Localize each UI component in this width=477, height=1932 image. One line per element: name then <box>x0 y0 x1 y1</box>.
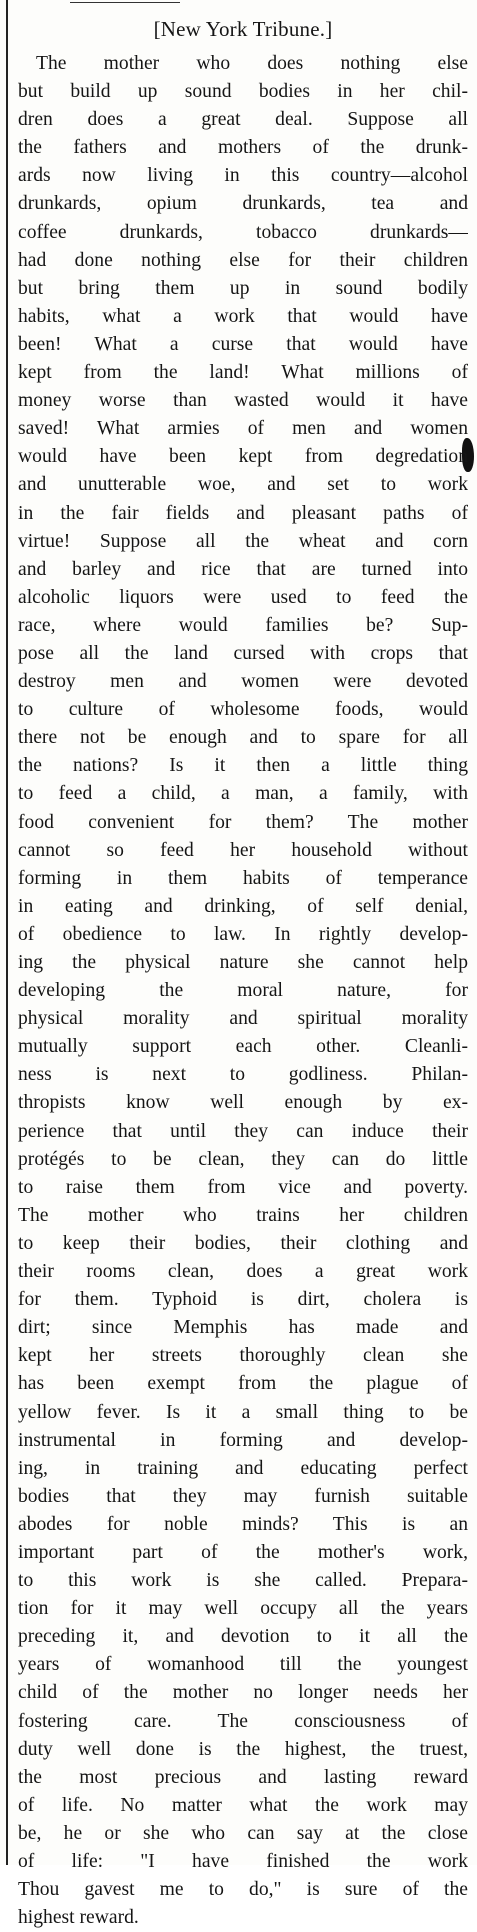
article-line: The mother who trains her children <box>18 1204 468 1226</box>
article-line: yellow fever. Is it a small thing to be <box>18 1401 468 1423</box>
article-line: the fathers and mothers of the drunk- <box>18 137 468 159</box>
article-line: and barley and rice that are turned into <box>18 558 468 580</box>
article-line: food convenient for them? The mother <box>18 811 468 833</box>
article-line: kept from the land! What millions of <box>18 362 468 384</box>
source-credit: [New York Tribune.] <box>153 17 333 41</box>
article-line: cannot so feed her household without <box>18 839 468 861</box>
article-line: Thou gavest me to do," is sure of the <box>18 1879 468 1901</box>
article-line: physical morality and spiritual morality <box>18 1008 468 1030</box>
article-line: habits, what a work that would have <box>18 305 468 327</box>
article-line: but bring them up in sound bodily <box>18 277 468 299</box>
article-line: preceding it, and devotion to it all the <box>18 1626 468 1648</box>
article-line: of life. No matter what the work may <box>18 1794 468 1816</box>
article-line: instrumental in forming and develop- <box>18 1429 468 1451</box>
article-line: the most precious and lasting reward <box>18 1766 468 1788</box>
article-line: to this work is she called. Prepara- <box>18 1570 468 1592</box>
article-line: to raise them from vice and poverty. <box>18 1176 468 1198</box>
article-line: ing, in training and educating perfect <box>18 1457 468 1479</box>
article-line: important part of the mother's work, <box>18 1541 468 1563</box>
article-line: highest reward. <box>18 1907 139 1929</box>
article-line: forming in them habits of temperance <box>18 867 468 889</box>
article-line: years of womanhood till the youngest <box>18 1654 468 1676</box>
article-line: but build up sound bodies in her chil- <box>18 81 468 103</box>
article-line: in eating and drinking, of self denial, <box>18 895 468 917</box>
article-line: protégés to be clean, they can do little <box>18 1148 468 1170</box>
article-line: would have been kept from degredation <box>18 446 468 468</box>
article-line: The mother who does nothing else <box>36 53 468 74</box>
article-line: abodes for noble minds? This is an <box>18 1513 468 1535</box>
article-line: of obedience to law. In rightly develop- <box>18 923 468 945</box>
article-column <box>18 14 468 1932</box>
article-line: dirt; since Memphis has made and <box>18 1317 468 1339</box>
article-line: coffee drunkards, tobacco drunkards— <box>18 221 468 243</box>
article-line: virtue! Suppose all the wheat and corn <box>18 530 468 552</box>
article-line: kept her streets thoroughly clean she <box>18 1345 468 1367</box>
article-line: in the fair fields and pleasant paths of <box>18 502 468 524</box>
article-line: ards now living in this country—alcohol <box>18 165 468 187</box>
article-line: has been exempt from the plague of <box>18 1373 468 1395</box>
article-line: race, where would families be? Sup- <box>18 614 468 636</box>
article-line: saved! What armies of men and women <box>18 418 468 440</box>
article-line: mutually support each other. Cleanli- <box>18 1036 468 1058</box>
article-line: to keep their bodies, their clothing and <box>18 1232 468 1254</box>
article-line: the nations? Is it then a little thing <box>18 755 468 777</box>
article-line: to feed a child, a man, a family, with <box>18 783 468 805</box>
article-line: there not be enough and to spare for all <box>18 727 468 749</box>
article-line: destroy men and women were devoted <box>18 671 468 693</box>
article-line: fostering care. The consciousness of <box>18 1710 468 1732</box>
article-line: ness is next to godliness. Philan- <box>18 1064 468 1086</box>
article-line: money worse than wasted would it have <box>18 390 468 412</box>
article-line: developing the moral nature, for <box>18 980 468 1002</box>
article-line: to culture of wholesome foods, would <box>18 699 468 721</box>
article-line: alcoholic liquors were used to feed the <box>18 586 468 608</box>
article-line: child of the mother no longer needs her <box>18 1682 468 1704</box>
article-line: and unutterable woe, and set to work <box>18 474 468 496</box>
article-line: been! What a curse that would have <box>18 333 468 355</box>
article-line: thropists know well enough by ex- <box>18 1092 468 1114</box>
top-rule <box>70 2 180 3</box>
article-line: tion for it may well occupy all the years <box>18 1598 468 1620</box>
article-line: perience that until they can induce their <box>18 1120 468 1142</box>
article-line: dren does a great deal. Suppose all <box>18 109 468 131</box>
article-line: had done nothing else for their children <box>18 249 468 271</box>
article-line: of life: "I have finished the work <box>18 1851 468 1872</box>
article-line: duty well done is the highest, the truest, <box>18 1738 468 1760</box>
article-line: be, he or she who can say at the close <box>18 1822 468 1844</box>
article-line: drunkards, opium drunkards, tea and <box>18 193 468 215</box>
article-body <box>18 50 468 1932</box>
article-line: their rooms clean, does a great work <box>18 1261 468 1283</box>
article-line: for them. Typhoid is dirt, cholera is <box>18 1289 468 1311</box>
article-line: pose all the land cursed with crops that <box>18 642 468 664</box>
column-rule <box>6 0 8 1865</box>
article-line: bodies that they may furnish suitable <box>18 1485 468 1507</box>
article-line: ing the physical nature she cannot help <box>18 952 468 973</box>
